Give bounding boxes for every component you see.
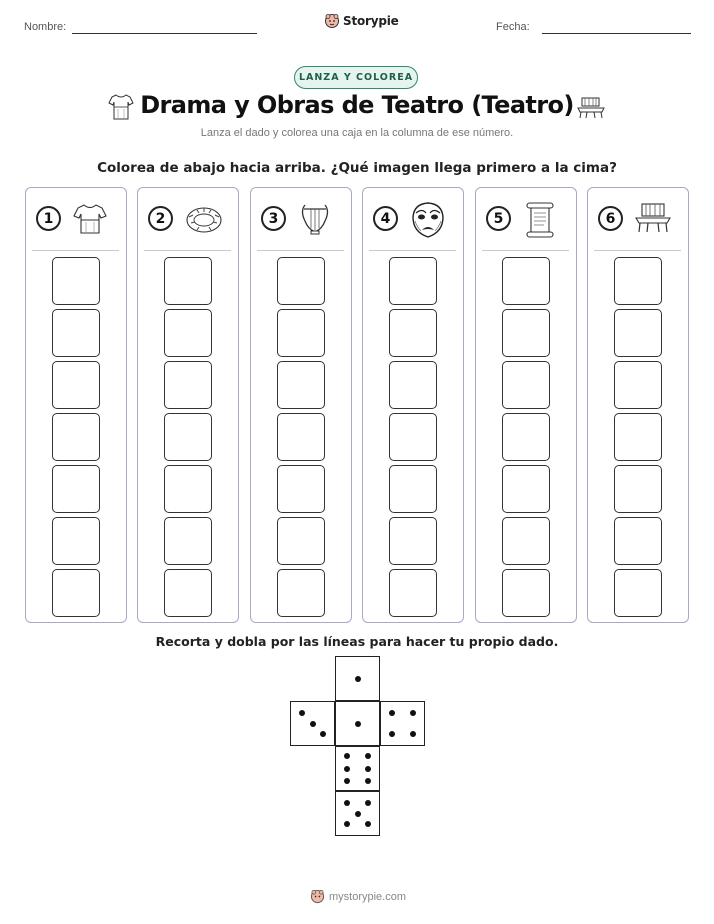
- dice-pip: [344, 766, 350, 772]
- color-box[interactable]: [502, 257, 550, 305]
- column-number: 2: [148, 206, 173, 231]
- column-number: 4: [373, 206, 398, 231]
- dice-pip: [365, 821, 371, 827]
- column-3: [250, 187, 352, 623]
- dice-pip: [344, 821, 350, 827]
- color-box[interactable]: [277, 517, 325, 565]
- color-box[interactable]: [614, 309, 662, 357]
- color-box[interactable]: [389, 569, 437, 617]
- color-box[interactable]: [277, 413, 325, 461]
- color-box[interactable]: [502, 413, 550, 461]
- dice-face: [335, 746, 380, 791]
- column-1: [25, 187, 127, 623]
- storypie-mascot-icon: [310, 889, 325, 904]
- dice-face: [335, 791, 380, 836]
- column-divider: [144, 250, 231, 251]
- dice-pip: [344, 753, 350, 759]
- color-box[interactable]: [277, 465, 325, 513]
- column-4: [362, 187, 464, 623]
- color-box[interactable]: [614, 465, 662, 513]
- column-divider: [369, 250, 456, 251]
- color-box[interactable]: [614, 569, 662, 617]
- coloring-instruction: Colorea de abajo hacia arriba. ¿Qué imagen llega primero a la cima?: [97, 160, 617, 176]
- color-box[interactable]: [389, 517, 437, 565]
- color-box[interactable]: [389, 257, 437, 305]
- color-box[interactable]: [52, 517, 100, 565]
- color-box[interactable]: [164, 569, 212, 617]
- column-number: 6: [598, 206, 623, 231]
- footer-url[interactable]: mystorypie.com: [329, 890, 407, 903]
- column-divider: [594, 250, 681, 251]
- brand-logo: [324, 13, 399, 29]
- theater-mask-icon: [409, 201, 447, 239]
- dice-face: [290, 701, 335, 746]
- dice-pip: [320, 731, 326, 737]
- color-box[interactable]: [164, 361, 212, 409]
- color-box[interactable]: [614, 257, 662, 305]
- color-box[interactable]: [52, 465, 100, 513]
- dice-pip: [365, 778, 371, 784]
- page-title: Drama y Obras de Teatro (Teatro): [140, 91, 574, 119]
- brand-name: Storypie: [343, 14, 399, 28]
- column-2: [137, 187, 239, 623]
- dice-pip: [365, 766, 371, 772]
- dice-pip: [410, 731, 416, 737]
- dice-pip: [344, 800, 350, 806]
- storypie-mascot-icon: [324, 13, 340, 29]
- color-box[interactable]: [164, 465, 212, 513]
- date-label: Fecha:: [496, 21, 530, 33]
- dice-pip: [389, 710, 395, 716]
- color-box[interactable]: [52, 309, 100, 357]
- color-box[interactable]: [164, 309, 212, 357]
- dice-pip: [410, 710, 416, 716]
- column-5: [475, 187, 577, 623]
- color-box[interactable]: [389, 465, 437, 513]
- tunic-icon: [108, 93, 134, 121]
- color-box[interactable]: [614, 361, 662, 409]
- tunic-icon: [72, 201, 108, 237]
- page-subtitle: Lanza el dado y colorea una caja en la columna de ese número.: [200, 127, 514, 139]
- dice-face: [380, 701, 425, 746]
- dice-instruction: Recorta y dobla por las líneas para hacer tu propio dado.: [155, 634, 559, 649]
- dice-pip: [389, 731, 395, 737]
- column-number: 3: [261, 206, 286, 231]
- lyre-icon: [297, 201, 333, 237]
- dice-pip: [299, 710, 305, 716]
- color-box[interactable]: [502, 361, 550, 409]
- date-line[interactable]: [542, 33, 691, 34]
- color-box[interactable]: [52, 569, 100, 617]
- color-box[interactable]: [502, 517, 550, 565]
- activity-badge: LANZA Y COLOREA: [294, 66, 418, 89]
- scroll-icon: [522, 201, 558, 239]
- dice-pip: [310, 721, 316, 727]
- color-box[interactable]: [52, 257, 100, 305]
- dice-face: [335, 701, 380, 746]
- color-box[interactable]: [614, 413, 662, 461]
- dice-pip: [355, 676, 361, 682]
- dice-pip: [365, 753, 371, 759]
- dice-pip: [344, 778, 350, 784]
- stage-bench-icon: [634, 201, 672, 235]
- column-divider: [482, 250, 569, 251]
- color-box[interactable]: [164, 257, 212, 305]
- column-number: 1: [36, 206, 61, 231]
- color-box[interactable]: [614, 517, 662, 565]
- column-6: [587, 187, 689, 623]
- column-divider: [32, 250, 119, 251]
- color-box[interactable]: [277, 569, 325, 617]
- dice-pip: [355, 811, 361, 817]
- color-box[interactable]: [164, 413, 212, 461]
- name-line[interactable]: [72, 33, 257, 34]
- color-box[interactable]: [502, 569, 550, 617]
- color-box[interactable]: [389, 413, 437, 461]
- dice-face: [335, 656, 380, 701]
- footer: [310, 889, 406, 904]
- column-divider: [257, 250, 344, 251]
- color-box[interactable]: [277, 309, 325, 357]
- dice-pip: [355, 721, 361, 727]
- color-box[interactable]: [502, 309, 550, 357]
- name-label: Nombre:: [24, 21, 67, 33]
- color-box[interactable]: [502, 465, 550, 513]
- color-box[interactable]: [52, 361, 100, 409]
- column-number: 5: [486, 206, 511, 231]
- color-box[interactable]: [277, 361, 325, 409]
- color-box[interactable]: [277, 257, 325, 305]
- color-box[interactable]: [164, 517, 212, 565]
- dice-pip: [365, 800, 371, 806]
- stage-bench-icon: [576, 96, 606, 120]
- color-box[interactable]: [389, 361, 437, 409]
- wreath-icon: [184, 201, 224, 237]
- color-box[interactable]: [52, 413, 100, 461]
- color-box[interactable]: [389, 309, 437, 357]
